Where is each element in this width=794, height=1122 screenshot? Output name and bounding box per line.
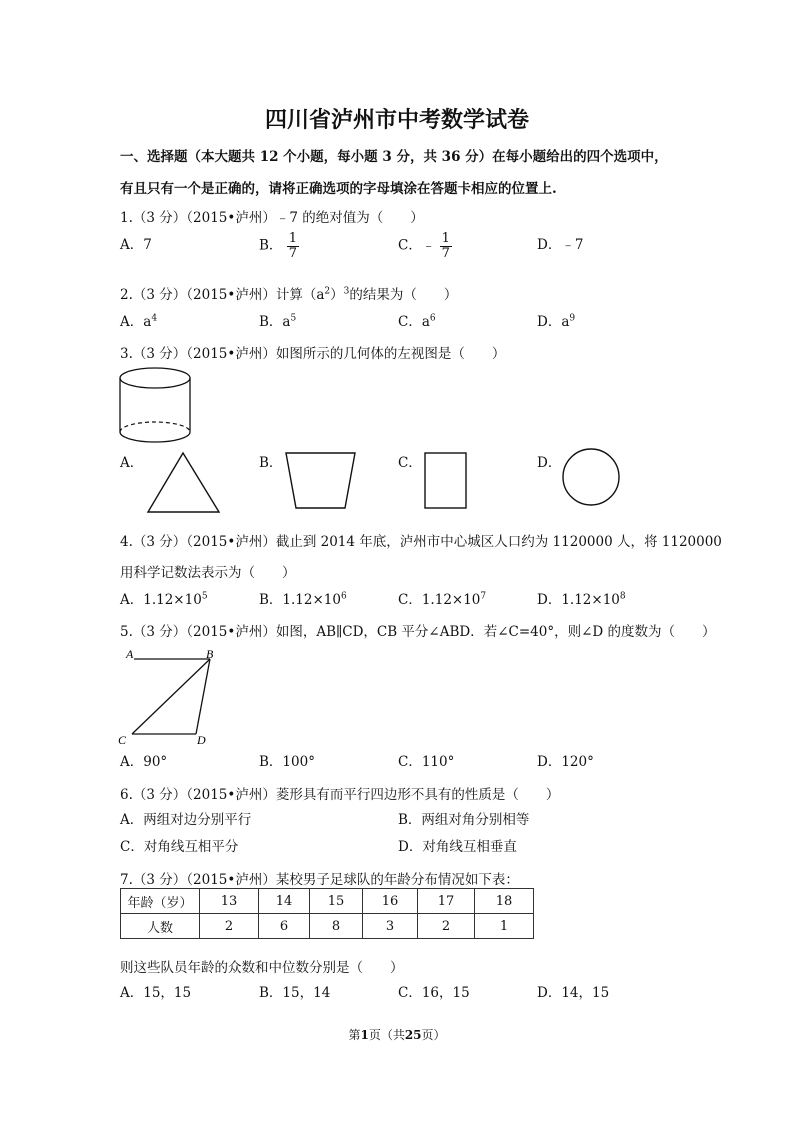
footer-text: 第 (348, 1028, 361, 1042)
option-label: A． (120, 812, 144, 828)
stem-text: 的结果为（ ） (349, 287, 458, 303)
option-label: A． (120, 237, 144, 253)
q5-option-d (537, 750, 594, 770)
option-text: 16，15 (421, 985, 470, 1001)
rectangle-shape (424, 452, 468, 510)
q6-option-c (120, 835, 238, 855)
option-label: D． (537, 237, 562, 253)
option-text: a (561, 314, 570, 330)
option-text: 100° (282, 754, 315, 770)
option-text: 7 (143, 237, 152, 253)
option-label: C． (398, 592, 422, 608)
q4-option-d (537, 588, 626, 608)
q6-option-b (398, 808, 529, 828)
point-label-d: D (197, 733, 206, 747)
option-label: D． (398, 839, 423, 855)
point-label-a: A (126, 647, 134, 661)
q5-option-a (120, 750, 167, 770)
option-label: A． (120, 592, 144, 608)
table-cell: 16 (363, 889, 418, 914)
question-7-stem: 7.（3 分）（2015•泸州）某校男子足球队的年龄分布情况如下表： (120, 872, 519, 888)
q4-option-c (398, 588, 486, 608)
table-cell: 3 (363, 914, 418, 939)
option-label: A． (120, 985, 144, 1001)
option-text: 1.12×10 (561, 592, 620, 608)
table-cell: 2 (200, 914, 259, 939)
superscript: 4 (151, 313, 158, 324)
q2-option-a (120, 310, 157, 330)
option-text: 对角线互相垂直 (422, 839, 517, 855)
option-label: B． (259, 237, 283, 254)
point-label-b: B (206, 647, 214, 661)
q6-option-d (398, 835, 517, 855)
minus-sign: ﹣ (421, 237, 436, 254)
cylinder-figure (118, 366, 194, 444)
q4-option-b (259, 588, 347, 608)
option-label: B． (259, 592, 283, 608)
q2-option-c (398, 310, 436, 330)
fraction (440, 232, 452, 260)
option-text: 1.12×10 (421, 592, 481, 608)
option-text: a (143, 314, 152, 330)
superscript: 7 (480, 591, 487, 602)
q7-option-c (398, 981, 470, 1001)
q3-option-b-label: B． (259, 455, 283, 471)
option-label: D． (537, 314, 562, 330)
table-cell: 2 (418, 914, 475, 939)
footer-text: 页） (421, 1028, 446, 1042)
option-text: ﹣7 (561, 237, 584, 253)
q3-option-d-label: D． (537, 455, 562, 471)
table-cell: 18 (475, 889, 534, 914)
superscript: 6 (340, 591, 347, 602)
fraction-denominator: 7 (288, 245, 297, 261)
option-label: B． (259, 754, 283, 770)
table-row (121, 889, 534, 914)
option-text: 对角线互相平分 (143, 839, 239, 855)
q1-option-d (537, 233, 583, 253)
q7-option-d (537, 981, 609, 1001)
fraction-numerator: 1 (288, 231, 297, 246)
page-number: 1 (360, 1028, 369, 1042)
circle-shape (561, 447, 621, 507)
table-cell: 人数 (121, 914, 200, 939)
section-instructions-line2: 有且只有一个是正确的，请将正确选项的字母填涂在答题卡相应的位置上. (120, 181, 557, 197)
table-cell: 年龄（岁） (121, 889, 200, 914)
question-4-stem-line2: 用科学记数法表示为（ ） (120, 565, 296, 581)
question-1-stem: 1.（3 分）（2015•泸州）﹣7 的绝对值为（ ） (120, 210, 424, 226)
superscript: 3 (343, 286, 350, 297)
option-label: C． (398, 314, 422, 330)
table-cell: 6 (259, 914, 310, 939)
option-text: 1.12×10 (282, 592, 341, 608)
option-label: B． (259, 985, 283, 1001)
trapezoid-shape (285, 452, 357, 510)
parallel-lines-figure (116, 646, 226, 746)
q1-option-c (398, 232, 452, 260)
q6-option-a (120, 808, 251, 828)
fraction-numerator: 1 (441, 231, 450, 246)
option-label: C． (398, 754, 422, 770)
table-cell: 15 (310, 889, 363, 914)
question-5-stem: 5.（3 分）（2015•泸州）如图，AB∥CD，CB 平分∠ABD．若∠C=40°，则∠D 的度数为（ ） (120, 624, 716, 640)
fraction-denominator: 7 (441, 245, 450, 261)
superscript: 6 (429, 313, 436, 324)
option-label: D． (537, 985, 562, 1001)
option-text: 14，15 (561, 985, 610, 1001)
option-text: 两组对角分别相等 (421, 812, 530, 828)
table-cell: 8 (310, 914, 363, 939)
q2-option-d (537, 310, 575, 330)
q3-option-a-label: A． (120, 455, 144, 471)
question-2-stem (120, 283, 457, 303)
table-cell: 1 (475, 914, 534, 939)
q4-option-a (120, 588, 208, 608)
option-label: A． (120, 314, 144, 330)
option-text: a (421, 314, 430, 330)
option-text: 110° (421, 754, 455, 770)
option-label: D． (537, 754, 562, 770)
table-row (121, 914, 534, 939)
option-text: 15，15 (143, 985, 192, 1001)
footer-text: 页（共 (368, 1028, 405, 1042)
option-text: a (282, 314, 291, 330)
option-label: C． (398, 985, 422, 1001)
point-label-c: C (118, 733, 127, 747)
stem-text: 2.（3 分）（2015•泸州）计算（a (120, 287, 325, 303)
q7-option-a (120, 981, 191, 1001)
option-label: A． (120, 754, 144, 770)
q1-option-b (259, 232, 299, 260)
total-pages: 25 (404, 1028, 422, 1042)
option-text: 120° (561, 754, 594, 770)
superscript: 5 (201, 591, 208, 602)
option-text: 1.12×10 (143, 592, 202, 608)
option-text: 90° (143, 754, 168, 770)
q1-option-a (120, 233, 152, 253)
option-label: C． (398, 237, 422, 254)
question-4-stem-line1: 4.（3 分）（2015•泸州）截止到 2014 年底，泸州市中心城区人口约为 1120000 人，将 1120000 (120, 534, 722, 550)
age-distribution-table (120, 888, 534, 939)
q2-option-b (259, 310, 296, 330)
superscript: 2 (324, 286, 331, 297)
option-label: D． (537, 592, 562, 608)
q7-option-b (259, 981, 330, 1001)
triangle-shape (147, 452, 221, 514)
option-text: 两组对边分别平行 (143, 812, 252, 828)
option-label: B． (259, 314, 283, 330)
fraction (287, 232, 299, 260)
option-text: 15，14 (282, 985, 331, 1001)
q5-option-b (259, 750, 315, 770)
table-cell: 14 (259, 889, 310, 914)
question-6-stem: 6.（3 分）（2015•泸州）菱形具有而平行四边形不具有的性质是（ ） (120, 787, 560, 803)
question-7-follow: 则这些队员年龄的众数和中位数分别是（ ） (120, 960, 404, 976)
page-footer (0, 1026, 794, 1043)
question-3-stem: 3.（3 分）（2015•泸州）如图所示的几何体的左视图是（ ） (120, 346, 506, 362)
page-title: 四川省泸州市中考数学试卷 (264, 107, 529, 133)
table-cell: 17 (418, 889, 475, 914)
q5-option-c (398, 750, 454, 770)
q3-option-c-label: C． (398, 455, 422, 471)
section-instructions-line1: 一、选择题（本大题共 12 个小题，每小题 3 分，共 36 分）在每小题给出的四个选项中， (120, 149, 668, 165)
option-label: B． (398, 812, 422, 828)
superscript: 5 (290, 313, 297, 324)
superscript: 8 (619, 591, 626, 602)
superscript: 9 (569, 313, 576, 324)
option-label: C． (120, 839, 144, 855)
table-cell: 13 (200, 889, 259, 914)
stem-text: ） (330, 287, 344, 303)
